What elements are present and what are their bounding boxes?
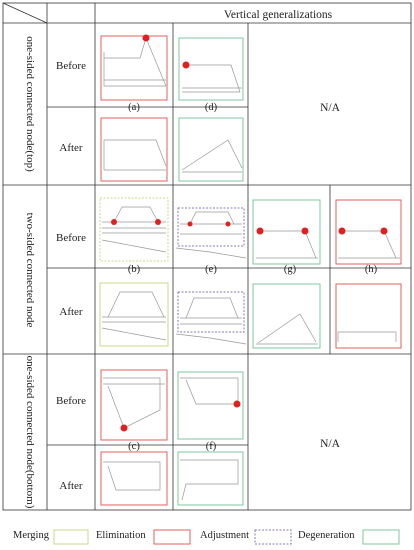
node-dot xyxy=(111,219,117,225)
node-dot xyxy=(143,35,150,42)
legend xyxy=(13,530,399,544)
panel-h-after xyxy=(336,284,401,348)
row-label-before: Before xyxy=(56,232,86,244)
legend-label-elimination: Elimination xyxy=(96,530,146,541)
legend-label-degeneration: Degeneration xyxy=(298,530,355,541)
node-dot xyxy=(183,62,190,69)
table-grid xyxy=(3,3,411,510)
group-label-two-sided: two-sided connected node xyxy=(24,212,36,328)
caption-a: (a) xyxy=(128,102,140,113)
caption-f: (f) xyxy=(205,441,217,452)
panel-a-before xyxy=(101,35,167,101)
panel-d-before xyxy=(179,38,243,100)
legend-label-adjustment: Adjustment xyxy=(200,530,249,541)
panel-g-before xyxy=(253,200,320,264)
panel-b-after xyxy=(100,283,168,346)
panel-f-after xyxy=(178,452,243,505)
caption-b: (b) xyxy=(127,264,141,275)
panel-f-before xyxy=(178,372,243,439)
row-label-before: Before xyxy=(56,395,86,407)
legend-swatch-merging xyxy=(54,530,88,544)
caption-h: (h) xyxy=(364,264,378,275)
legend-swatch-elimination xyxy=(154,530,190,544)
panel-c-before xyxy=(101,370,167,440)
na-label-bottom: N/A xyxy=(320,438,340,450)
node-dot xyxy=(257,228,264,235)
group-label-bottom: one-sided connected node(bottom) xyxy=(24,355,36,509)
node-dot xyxy=(155,219,161,225)
node-dot xyxy=(381,228,388,235)
panel-b-before xyxy=(100,198,168,261)
panel-a-after xyxy=(101,118,167,181)
node-dot xyxy=(339,228,346,235)
table-border xyxy=(3,3,411,510)
panel-e-after xyxy=(176,292,246,344)
caption-c: (c) xyxy=(128,441,140,452)
panel-h-before xyxy=(336,200,401,264)
panel-c-after xyxy=(101,452,167,505)
node-dot xyxy=(302,228,309,235)
legend-swatch-adjustment xyxy=(255,530,291,544)
node-dot xyxy=(226,222,231,227)
row-label-after: After xyxy=(59,142,83,154)
node-dot xyxy=(188,222,193,227)
panel-e-before xyxy=(176,208,246,258)
panel-d-after xyxy=(179,118,243,181)
legend-label-merging: Merging xyxy=(13,530,49,541)
row-label-before: Before xyxy=(56,60,86,72)
row-label-after: After xyxy=(59,480,83,492)
node-dot xyxy=(234,401,241,408)
legend-swatch-degeneration xyxy=(363,530,399,544)
na-label-top: N/A xyxy=(320,102,340,114)
header-title: Vertical generalizations xyxy=(223,9,333,21)
row-label-after: After xyxy=(59,306,83,318)
group-label-top: one-sided connected node(top) xyxy=(24,36,36,172)
corner-diagonal xyxy=(3,3,47,23)
caption-e: (e) xyxy=(205,264,217,275)
node-dot xyxy=(121,425,128,432)
caption-g: (g) xyxy=(283,264,297,275)
panel-g-after xyxy=(253,284,320,348)
caption-d: (d) xyxy=(204,102,218,113)
